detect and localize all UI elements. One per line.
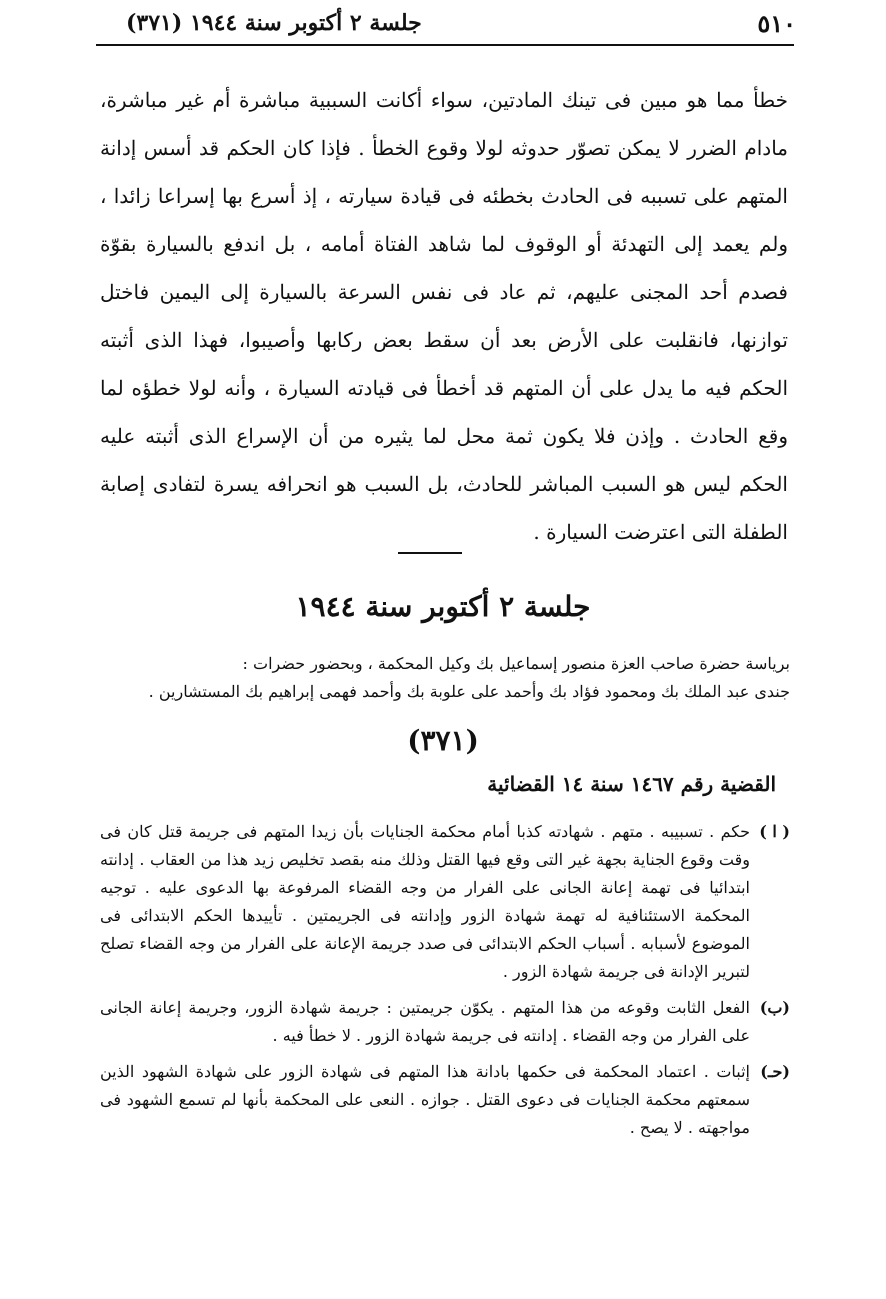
- summary-marker: (حـ): [760, 1062, 790, 1081]
- page-header: [96, 4, 796, 42]
- summary-marker: (ب): [759, 998, 790, 1017]
- summary-text: إثبات . اعتماد المحكمة فى حكمها بادانة هذا المتهم فى شهادة الزور على شهادة الشهود الذين سمعتهم محكمة الجنايات فى دعوى القتل . جوازه . النعى على المحكمة بأنها لم تسمع الشهود فى مواجهته . لا يصح .: [100, 1062, 750, 1137]
- session-title: جلسة ٢ أكتوبر سنة ١٩٤٤: [295, 590, 591, 623]
- page-number: ٥١٠: [757, 8, 796, 38]
- summary-item: [100, 1058, 790, 1142]
- header-rule: [96, 44, 794, 46]
- body-paragraph: [100, 76, 788, 556]
- presidency-line-2: جندى عبد الملك بك ومحمود فؤاد بك وأحمد على علوبة بك وأحمد فهمى إبراهيم بك المستشارين .: [148, 682, 790, 701]
- summary-item: [100, 818, 790, 986]
- summaries-list: [100, 818, 790, 1150]
- presidency-block: [100, 650, 790, 706]
- running-title: جلسة ٢ أكتوبر سنة ١٩٤٤ (٣٧١): [126, 10, 422, 36]
- presidency-line-1: برياسة حضرة صاحب العزة منصور إسماعيل بك وكيل المحكمة ، وبحضور حضرات :: [242, 654, 790, 673]
- section-divider: [398, 552, 462, 554]
- case-reference: القضية رقم ١٤٦٧ سنة ١٤ القضائية: [487, 772, 776, 796]
- case-number: (٣٧١): [407, 724, 479, 757]
- summary-marker: ( ا ): [759, 822, 790, 841]
- summary-item: [100, 994, 790, 1050]
- body-paragraph-text: خطأ مما هو مبين فى تينك المادتين، سواء أكانت السببية مباشرة أم غير مباشرة، مادام الضرر لا يمكن تصوّر حدوثه لولا وقوع الخطأ . فإذا كان الحكم قد أسس إدانة المتهم على تسببه فى الحادث بخطئه فى قيادة سيارته ، إذ أسرع بها إسراعا زائدا ، ولم يعمد إلى التهدئة أو الوقوف لما شاهد الفتاة أمامه ، بل اندفع بالسيارة بقوّة فصدم أحد المجنى عليهم، ثم عاد فى نفس السرعة بالسيارة إلى اليمين فاختل توازنها، فانقلبت على الأرض بعد أن سقط بعض ركابها وأصيبوا، فهذا الذى أثبته الحكم فيه ما يدل على أن المتهم قد أخطأ فى قيادته السيارة ، وأنه لولا خطؤه لما وقع الحادث . وإذن فلا يكون ثمة محل لما يثيره من أن الإسراع الذى أثبته عليه الحكم ليس هو السبب المباشر للحادث، بل السبب هو انحرافه يسرة لتفادى إصابة الطفلة التى اعترضت السيارة .: [100, 88, 788, 544]
- summary-text: الفعل الثابت وقوعه من هذا المتهم . يكوّن جريمتين : جريمة شهادة الزور، وجريمة إعانة الجانى على الفرار من وجه القضاء . إدانته فى جريمة شهادة الزور . لا خطأ فيه .: [100, 998, 750, 1045]
- summary-text: حكم . تسبيبه . متهم . شهادته كذبا أمام محكمة الجنايات بأن زيدا المتهم فى جريمة قتل كان فى وقت وقوع الجناية بجهة غير التى وقع فيها القتل وذلك منه بقصد تخليص زيد هذا من العقاب . إدانته ابتدائيا فى تهمة إعانة الجانى على الفرار من وجه القضاء المرفوعة بها الدعوى عليه . توجيه المحكمة الاستئنافية له تهمة شهادة الزور وإدانته فى الجريمتين . تأييدها الحكم الابتدائى فى الموضوع لأسبابه . أسباب الحكم الابتدائى فى صدد جريمة الإعانة على الفرار من وجه القضاء تصلح لتبرير الإدانة فى جريمة شهادة الزور .: [100, 822, 750, 981]
